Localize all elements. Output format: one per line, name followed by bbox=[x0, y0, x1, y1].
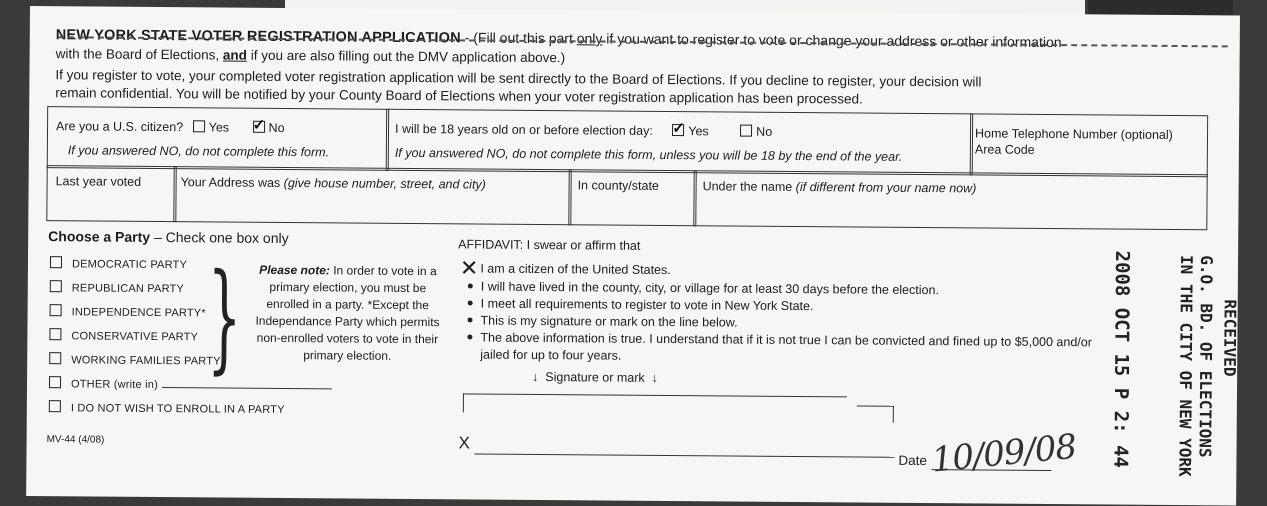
party-option-no-enroll[interactable] bbox=[49, 400, 285, 416]
party-option-independence[interactable] bbox=[50, 304, 206, 319]
age-yes-checkbox[interactable] bbox=[672, 124, 684, 136]
party-heading: Choose a Party bbox=[48, 228, 151, 245]
stamp-timestamp: 2008 OCT 15 P 2: 44 bbox=[1109, 250, 1134, 469]
citizen-yes-label: Yes bbox=[208, 120, 230, 135]
party-option-democratic[interactable] bbox=[50, 256, 187, 271]
signature-label-row bbox=[532, 370, 658, 385]
citizen-question-row bbox=[56, 119, 285, 135]
affidavit-item-4 bbox=[467, 313, 737, 329]
citizen-box bbox=[47, 106, 389, 171]
citizen-no-label: No bbox=[268, 120, 285, 136]
prior-name-hint: (if different from your name now) bbox=[792, 179, 977, 196]
party-option-republican[interactable] bbox=[50, 280, 184, 295]
header-only: only bbox=[576, 30, 603, 47]
last-year-voted-label: Last year voted bbox=[55, 174, 142, 189]
affidavit-item-1-text: I am a citizen of the United States. bbox=[480, 261, 671, 278]
phone-box bbox=[970, 113, 1208, 177]
democratic-label: DEMOCRATIC PARTY bbox=[71, 258, 188, 272]
age-no-checkbox[interactable] bbox=[740, 125, 752, 137]
phone-label: Home Telephone Number (optional) bbox=[974, 126, 1173, 142]
age-yes-label: Yes bbox=[688, 124, 709, 139]
date-value[interactable]: 10/09/08 bbox=[929, 426, 1078, 481]
independence-label: INDEPENDENCE PARTY* bbox=[71, 306, 206, 320]
header-subtitle-end: if you want to register to vote or change your address or other information bbox=[602, 30, 1062, 51]
line2-end: if you are also filling out the DMV application above.) bbox=[246, 47, 566, 66]
voter-registration-form bbox=[26, 6, 1240, 505]
party-note-text: In order to vote in a primary election, you must be enrolled in a party. *Except the Independance Party which permits non-enrolled voters to vote in their primary election. bbox=[255, 263, 440, 363]
prior-address-box[interactable] bbox=[173, 166, 571, 225]
prior-name-label: Under the name bbox=[702, 179, 793, 194]
independence-checkbox[interactable] bbox=[50, 304, 62, 316]
party-note-label: Please note: bbox=[259, 262, 330, 278]
republican-label: REPUBLICAN PARTY bbox=[71, 282, 185, 296]
citizen-instruction: If you answered NO, do not complete this form. bbox=[67, 143, 330, 160]
conservative-checkbox[interactable] bbox=[49, 328, 61, 340]
working-families-label: WORKING FAMILIES PARTY bbox=[71, 354, 221, 368]
stamp-line-2: G.O. BD. OF ELECTIONS bbox=[1195, 255, 1217, 458]
down-arrow-icon-2: ↓ bbox=[651, 370, 658, 385]
prior-name-label-row bbox=[703, 179, 977, 195]
conservative-label: CONSERVATIVE PARTY bbox=[71, 330, 199, 344]
prior-address-label-row bbox=[181, 175, 486, 191]
sig-box-top bbox=[467, 393, 847, 397]
stamp-line-3: IN THE CITY OF NEW YORK bbox=[1175, 255, 1197, 477]
form-title: NEW YORK STATE VOTER REGISTRATION APPLICATION bbox=[55, 27, 461, 47]
last-year-voted-box[interactable] bbox=[46, 165, 176, 222]
party-subheading: – Check one box only bbox=[150, 228, 289, 247]
party-option-conservative[interactable] bbox=[49, 328, 198, 343]
party-note bbox=[249, 262, 446, 366]
header-line-2 bbox=[56, 46, 566, 65]
age-box bbox=[386, 109, 973, 176]
republican-checkbox[interactable] bbox=[50, 280, 62, 292]
line2-start: with the Board of Elections, bbox=[55, 46, 224, 63]
sig-corner-right bbox=[857, 406, 894, 423]
no-enroll-checkbox[interactable] bbox=[49, 400, 61, 412]
county-state-label: In county/state bbox=[577, 178, 659, 193]
received-stamp bbox=[1106, 250, 1258, 481]
form-code: MV-44 (4/08) bbox=[46, 434, 105, 446]
brace-glyph: } bbox=[207, 247, 242, 386]
no-enroll-label: I DO NOT WISH TO ENROLL IN A PARTY bbox=[70, 402, 285, 417]
age-question-row bbox=[395, 122, 772, 139]
info-paragraph-1: If you register to vote, your completed voter registration application will be sent directly to the Board of Elections. If you decline to register, your decision will bbox=[55, 67, 982, 90]
age-instruction: If you answered NO, do not complete this form, unless you will be 18 by the end of the year. bbox=[394, 145, 903, 164]
affidavit-item-3 bbox=[468, 296, 814, 313]
phone-input[interactable] bbox=[977, 160, 1197, 170]
affidavit-item-5-text: The above information is true. I understand that if it is not true I can be convicted and fined up to $5,000 and/or bbox=[480, 330, 1092, 350]
line2-and: and bbox=[222, 47, 248, 63]
other-checkbox[interactable] bbox=[49, 376, 61, 388]
citizen-no-checkbox[interactable] bbox=[253, 121, 265, 133]
down-arrow-icon: ↓ bbox=[532, 369, 539, 385]
signature-label: Signature or mark bbox=[545, 370, 645, 385]
area-code-label: Area Code bbox=[974, 142, 1035, 157]
county-state-box[interactable] bbox=[568, 169, 696, 226]
working-families-checkbox[interactable] bbox=[49, 352, 61, 364]
affirm-x-mark-icon: ✕ bbox=[459, 255, 479, 281]
other-label: OTHER (write in) bbox=[70, 378, 159, 392]
header-subtitle: - (Fill out this part bbox=[460, 29, 577, 47]
age-no-label: No bbox=[756, 124, 773, 139]
affidavit-item-4-text: This is my signature or mark on the line below. bbox=[480, 313, 738, 330]
sig-corner-left bbox=[463, 393, 468, 412]
stamp-line-1: RECEIVED bbox=[1220, 299, 1240, 377]
party-option-working-families[interactable] bbox=[49, 352, 221, 367]
democratic-checkbox[interactable] bbox=[50, 256, 62, 268]
affidavit-item-5 bbox=[467, 330, 1092, 349]
age-question: I will be 18 years old on or before election day: bbox=[394, 121, 653, 138]
party-option-other[interactable] bbox=[49, 376, 332, 392]
prior-address-hint: (give house number, street, and city) bbox=[280, 175, 486, 192]
other-write-in-field[interactable] bbox=[162, 387, 332, 389]
party-heading-row bbox=[48, 228, 289, 246]
citizen-question: Are you a U.S. citizen? bbox=[56, 119, 184, 135]
signature-line[interactable] bbox=[474, 454, 894, 458]
affidavit-heading: AFFIDAVIT: I swear or affirm that bbox=[458, 237, 641, 253]
affidavit-item-2 bbox=[468, 279, 939, 297]
affidavit-item-2-text: I will have lived in the county, city, or village for at least 30 days before the election. bbox=[480, 279, 939, 298]
info-paragraph-2: remain confidential. You will be notified by your County Board of Elections when your voter registration application has been processed. bbox=[55, 85, 863, 107]
prior-address-label: Your Address was bbox=[180, 175, 281, 190]
prior-name-box[interactable] bbox=[693, 170, 1207, 230]
date-label: Date bbox=[898, 452, 928, 469]
affidavit-item-6: jailed for up to four years. bbox=[480, 347, 622, 363]
citizen-yes-checkbox[interactable] bbox=[193, 120, 205, 132]
signature-x: X bbox=[458, 433, 471, 453]
affidavit-item-3-text: I meet all requirements to register to vote in New York State. bbox=[480, 296, 814, 314]
